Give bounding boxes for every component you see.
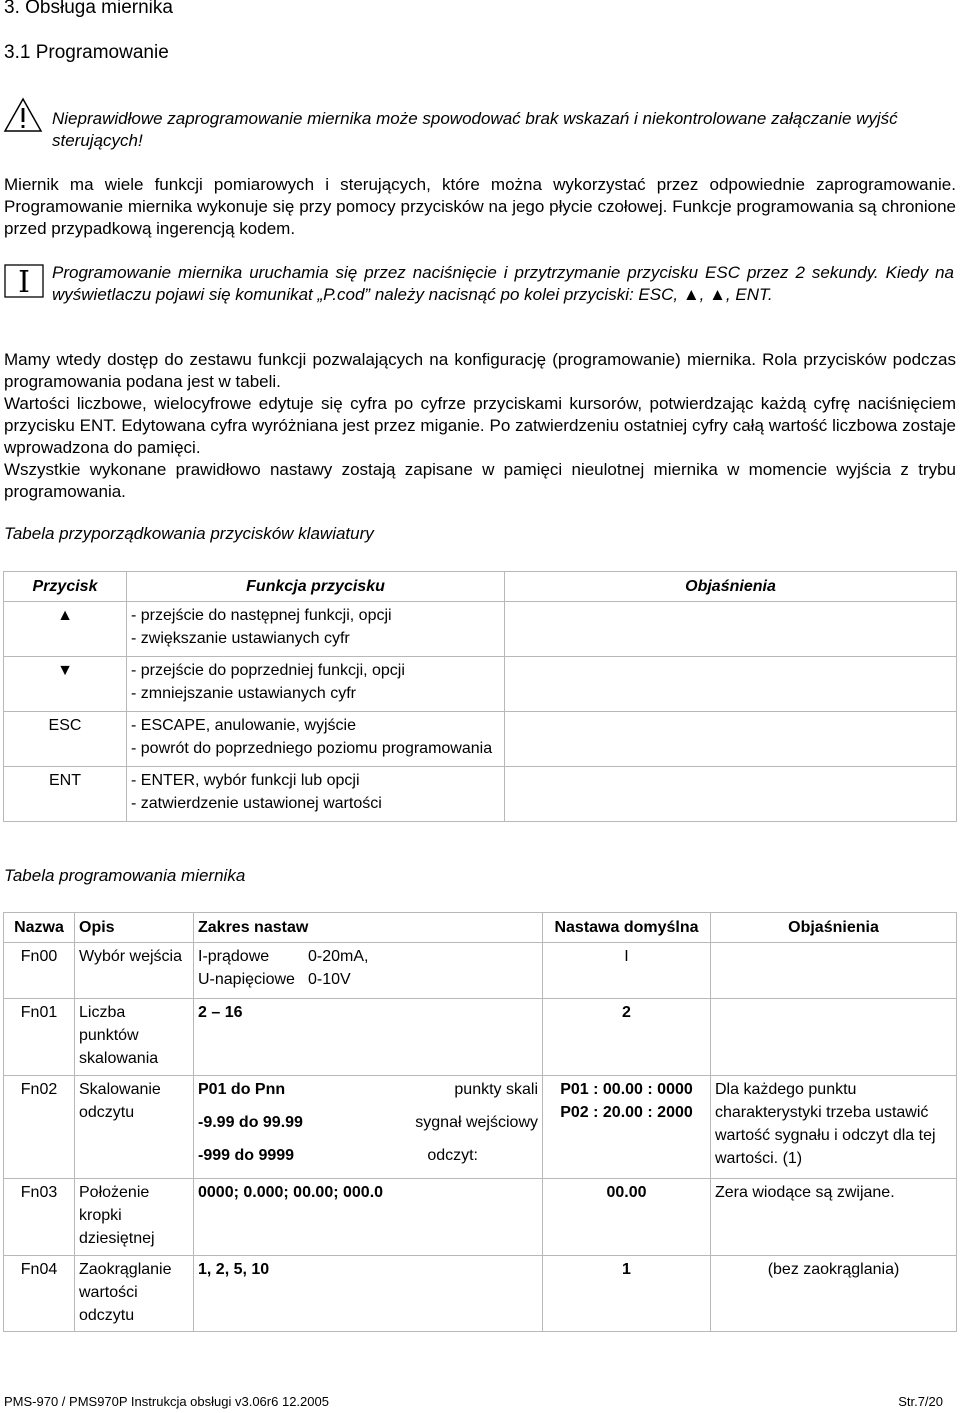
fn-note: (bez zaokrąglania)	[711, 1256, 957, 1332]
fn-default: 2	[543, 999, 711, 1076]
header-desc: Opis	[75, 913, 194, 943]
table-header-row	[4, 572, 957, 602]
fn-desc: Liczba punktów skalowania	[75, 999, 194, 1076]
fn-name: Fn00	[4, 943, 75, 999]
fn-name: Fn02	[4, 1076, 75, 1179]
warning-icon	[3, 97, 43, 133]
section-heading: 3. Obsługa miernika	[4, 0, 173, 18]
header-notes: Objaśnienia	[711, 913, 957, 943]
function-esc: - ESCAPE, anulowanie, wyjście - powrót do poprzedniego poziomu programowania	[127, 712, 505, 767]
fn-name: Fn03	[4, 1179, 75, 1256]
warning-text: Nieprawidłowe zaprogramowanie miernika może spowodować brak wskazań i niekontrolowane załączanie wyjść sterujących!	[52, 109, 898, 150]
table-row	[4, 767, 957, 822]
header-notes: Objaśnienia	[505, 572, 957, 602]
range-option-value: 0-10V	[308, 971, 351, 988]
fn-range	[194, 1076, 543, 1179]
table-header-row	[4, 913, 957, 943]
fn-default: 00.00	[543, 1179, 711, 1256]
note-down	[505, 657, 957, 712]
table-row	[4, 657, 957, 712]
fn-desc: Położenie kropki dziesiętnej	[75, 1179, 194, 1256]
table-row	[4, 943, 957, 999]
fn-desc: Skalowanie odczytu	[75, 1076, 194, 1179]
range-item-desc: punkty skali	[454, 1081, 538, 1098]
fn-desc: Zaokrąglanie wartości odczytu	[75, 1256, 194, 1332]
key-ent: ENT	[4, 767, 127, 822]
fn-range: 0000; 0.000; 00.00; 000.0	[194, 1179, 543, 1256]
description-paragraph: Mamy wtedy dostęp do zestawu funkcji pozwalających na konfigurację (programowanie) miernika. Rola przycisków podczas programowania podana jest w tabeli. Wartości liczbowe, wielocyfrowe edytuje się cyfra po cyfrze przyciskami kursorów, potwierdzając każdą cyfrę naciśnięciem przycisku ENT. Edytowana cyfra wyróżniana jest przez miganie. Po zatwierdzeniu ostatniej cyfry całą wartość liczbowa zostaje wprowadzona do pamięci. Wszystkie wykonane prawidłowo nastawy zostają zapisane w pamięci nieulotnej miernika w momencie wyjścia z trybu programowania.	[4, 350, 956, 501]
fn-note: Dla każdego punktu charakterystyki trzeba ustawić wartość sygnału i odczyt dla tej wartości. (1)	[711, 1076, 957, 1179]
fn-note	[711, 943, 957, 999]
function-down: - przejście do poprzedniej funkcji, opcji - zmniejszanie ustawianych cyfr	[127, 657, 505, 712]
note-up	[505, 602, 957, 657]
intro-paragraph: Miernik ma wiele funkcji pomiarowych i sterujących, które można wykorzystać przez odpowiednie zaprogramowanie. Programowanie miernika wykonuje się przy pomocy przycisków na jego płycie czołowej. Funkcje programowania są chronione przed przypadkową ingerencją kodem.	[4, 175, 956, 238]
range-item: -9.99 do 99.99	[198, 1114, 303, 1131]
range-item-desc: odczyt:	[427, 1147, 478, 1164]
footer-page-number: Str.7/20	[898, 1394, 943, 1409]
header-name: Nazwa	[4, 913, 75, 943]
table-row	[4, 1256, 957, 1332]
header-key: Przycisk	[4, 572, 127, 602]
table-row	[4, 999, 957, 1076]
info-icon	[4, 264, 44, 298]
header-range: Zakres nastaw	[194, 913, 543, 943]
range-item-desc: sygnał wejściowy	[415, 1114, 538, 1131]
fn-range: 2 – 16	[194, 999, 543, 1076]
table-caption-programming: Tabela programowania miernika	[4, 866, 246, 885]
fn-default: I	[543, 943, 711, 999]
function-ent: - ENTER, wybór funkcji lub opcji - zatwierdzenie ustawionej wartości	[127, 767, 505, 822]
fn-name: Fn04	[4, 1256, 75, 1332]
key-up: ▲	[4, 602, 127, 657]
fn-note: Zera wiodące są zwijane.	[711, 1179, 957, 1256]
table-row	[4, 602, 957, 657]
fn-default	[543, 1076, 711, 1179]
fn-note	[711, 999, 957, 1076]
fn-range: 1, 2, 5, 10	[194, 1256, 543, 1332]
fn-range	[194, 943, 543, 999]
table-row	[4, 712, 957, 767]
info-text: Programowanie miernika uruchamia się przez naciśnięcie i przytrzymanie przycisku ESC przez 2 sekundy. Kiedy na wyświetlaczu pojawi się komunikat „P.cod” należy nacisnąć po kolei przyciski: ESC, ▲, ▲, ENT.	[52, 263, 954, 304]
range-item: P01 do Pnn	[198, 1081, 286, 1098]
subsection-heading: 3.1 Programowanie	[4, 42, 169, 63]
fn-name: Fn01	[4, 999, 75, 1076]
range-option: I-prądowe	[198, 948, 270, 965]
range-item: -999 do 9999	[198, 1147, 295, 1164]
table-caption-keys: Tabela przyporządkowania przycisków klawiatury	[4, 524, 374, 543]
default-line: P02 : 20.00 : 2000	[560, 1104, 693, 1121]
fn-desc: Wybór wejścia	[75, 943, 194, 999]
header-function: Funkcja przycisku	[127, 572, 505, 602]
svg-text:I: I	[18, 265, 30, 298]
fn-default: 1	[543, 1256, 711, 1332]
range-option: U-napięciowe	[198, 971, 295, 988]
function-up: - przejście do następnej funkcji, opcji - zwiększanie ustawianych cyfr	[127, 602, 505, 657]
table-row	[4, 1076, 957, 1179]
note-ent	[505, 767, 957, 822]
footer-document-info: PMS-970 / PMS970P Instrukcja obsługi v3.06r6 12.2005	[4, 1394, 329, 1409]
header-default: Nastawa domyślna	[543, 913, 711, 943]
key-down: ▼	[4, 657, 127, 712]
table-row	[4, 1179, 957, 1256]
keys-table	[3, 571, 957, 822]
default-line: P01 : 00.00 : 0000	[560, 1081, 693, 1098]
key-esc: ESC	[4, 712, 127, 767]
range-option-value: 0-20mA,	[308, 948, 369, 965]
note-esc	[505, 712, 957, 767]
programming-table	[3, 912, 957, 1332]
